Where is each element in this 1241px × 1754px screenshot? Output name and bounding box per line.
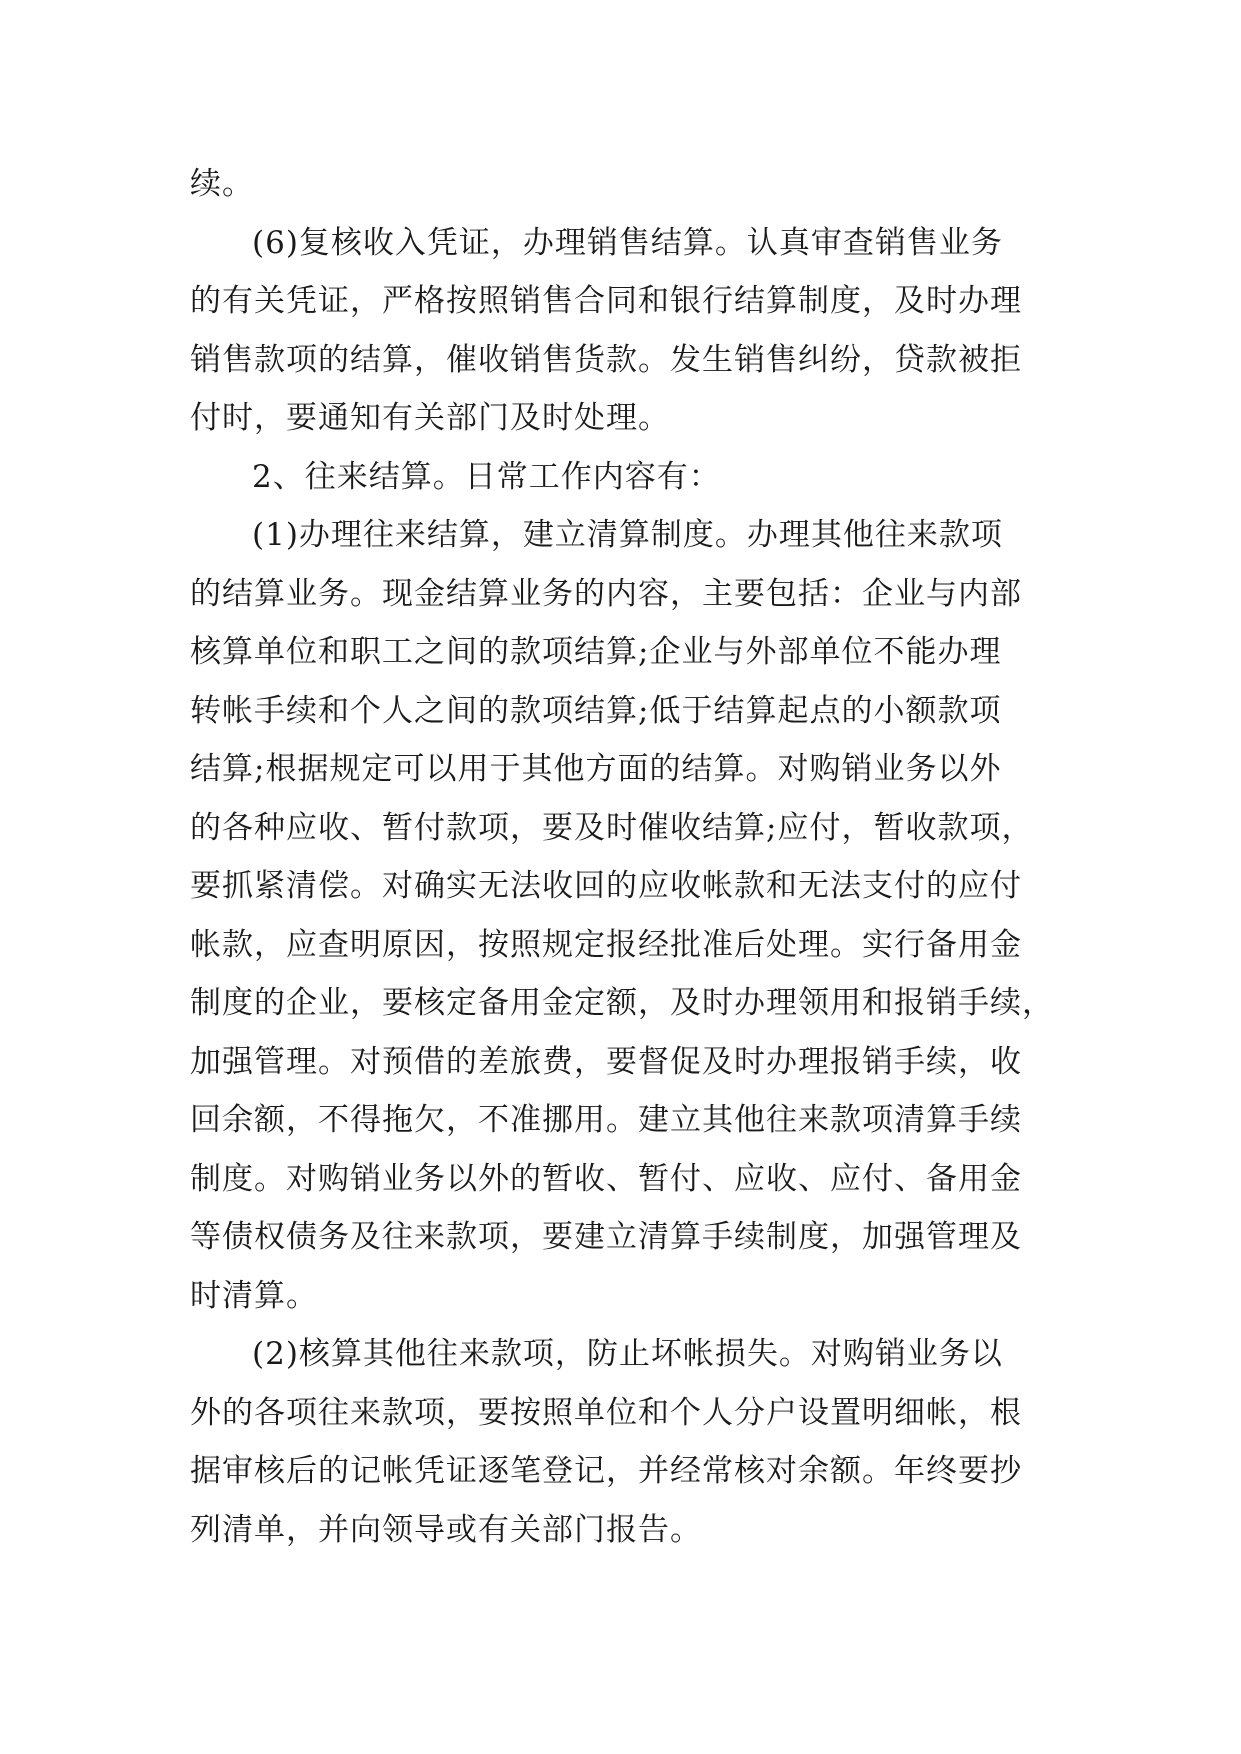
document-body [190,155,1060,1559]
text-line: 的各种应收、暂付款项，要及时催收结算;应付，暂收款项， [190,809,1034,846]
text-line: 付时，要通知有关部门及时处理。 [190,400,670,436]
text-line: 制度的企业，要核定备用金定额，及时办理领用和报销手续， [190,985,1054,1021]
text-line: 转帐手续和个人之间的款项结算;低于结算起点的小额款项 [190,692,1002,729]
text-line: 的结算业务。现金结算业务的内容，主要包括：企业与内部 [190,575,1022,612]
text-line: 核算单位和职工之间的款项结算;企业与外部单位不能办理 [190,634,1002,670]
text-line: 时清算。 [190,1277,318,1314]
text-line: (2)核算其他往来款项，防止坏帐损失。对购销业务以 [252,1336,1003,1372]
text-line: 外的各项往来款项，要按照单位和个人分户设置明细帐，根 [190,1394,1022,1431]
text-line: 销售款项的结算，催收销售货款。发生销售纠纷，贷款被拒 [190,341,1022,378]
text-line: 回余额，不得拖欠，不准挪用。建立其他往来款项清算手续 [190,1102,1022,1138]
text-line: 列清单，并向领导或有关部门报告。 [190,1511,702,1548]
text-line: 续。 [190,166,254,202]
text-line: 等债权债务及往来款项，要建立清算手续制度，加强管理及 [190,1219,1022,1255]
text-line: 的有关凭证，严格按照销售合同和银行结算制度，及时办理 [190,283,1022,319]
text-line: 加强管理。对预借的差旅费，要督促及时办理报销手续，收 [190,1043,1022,1080]
text-line: 制度。对购销业务以外的暂收、暂付、应收、应付、备用金 [190,1160,1022,1197]
text-line: 结算;根据规定可以用于其他方面的结算。对购销业务以外 [190,751,1002,787]
text-line: 要抓紧清偿。对确实无法收回的应收帐款和无法支付的应付 [190,868,1022,904]
text-line: (6)复核收入凭证，办理销售结算。认真审查销售业务 [252,224,1003,261]
text-line: 帐款，应查明原因，按照规定报经批准后处理。实行备用金 [190,926,1022,963]
text-line: 2、往来结算。日常工作内容有： [252,458,721,495]
text-line: 据审核后的记帐凭证逐笔登记，并经常核对余额。年终要抄 [190,1453,1022,1489]
text-line: (1)办理往来结算，建立清算制度。办理其他往来款项 [252,517,1003,553]
